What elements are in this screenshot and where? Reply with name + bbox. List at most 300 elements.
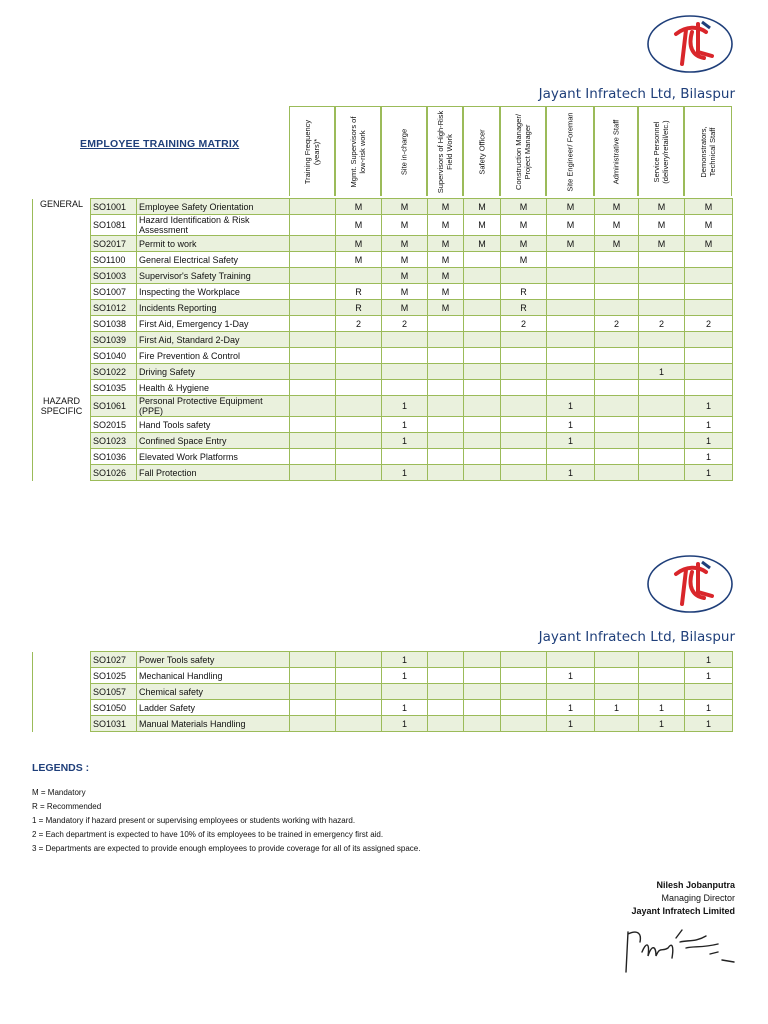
matrix-cell <box>595 364 639 380</box>
matrix-cell <box>639 684 685 700</box>
matrix-cell <box>428 684 464 700</box>
matrix-cell <box>290 652 336 668</box>
matrix-cell <box>501 684 547 700</box>
matrix-cell: M <box>382 215 428 236</box>
table-row <box>33 668 733 684</box>
matrix-cell: M <box>639 236 685 252</box>
matrix-cell: M <box>685 215 733 236</box>
matrix-cell: 1 <box>382 433 428 449</box>
signatory-company: Jayant Infratech Limited <box>631 906 735 916</box>
matrix-cell <box>290 449 336 465</box>
course-code: SO1022 <box>91 364 137 380</box>
matrix-cell <box>639 380 685 396</box>
course-code: SO1023 <box>91 433 137 449</box>
table-row <box>33 380 733 396</box>
matrix-cell <box>639 332 685 348</box>
matrix-cell <box>336 348 382 364</box>
matrix-cell: 1 <box>639 716 685 732</box>
page-title: EMPLOYEE TRAINING MATRIX <box>80 138 240 150</box>
course-code: SO1003 <box>91 268 137 284</box>
matrix-cell: 1 <box>382 417 428 433</box>
matrix-cell <box>428 652 464 668</box>
column-header <box>594 106 638 196</box>
column-header-label: Training Frequency (years)* <box>303 119 321 184</box>
matrix-cell <box>685 380 733 396</box>
matrix-cell <box>501 380 547 396</box>
matrix-cell: 1 <box>382 668 428 684</box>
matrix-cell <box>501 268 547 284</box>
matrix-cell <box>428 668 464 684</box>
matrix-cell <box>639 652 685 668</box>
matrix-cell <box>685 684 733 700</box>
matrix-cell <box>290 332 336 348</box>
course-code: SO2015 <box>91 417 137 433</box>
matrix-cell: 1 <box>685 417 733 433</box>
matrix-cell <box>290 396 336 417</box>
matrix-cell <box>501 700 547 716</box>
matrix-cell <box>290 284 336 300</box>
course-name: Inspecting the Workplace <box>137 284 290 300</box>
course-name: First Aid, Standard 2-Day <box>137 332 290 348</box>
column-header <box>381 106 427 196</box>
matrix-cell: M <box>428 199 464 215</box>
matrix-cell <box>501 364 547 380</box>
matrix-cell <box>595 652 639 668</box>
matrix-cell: M <box>336 236 382 252</box>
training-matrix-table-continued <box>32 651 733 732</box>
matrix-cell <box>428 380 464 396</box>
matrix-cell <box>685 300 733 316</box>
matrix-cell <box>595 284 639 300</box>
group-label: HAZARD SPECIFIC <box>33 396 91 481</box>
matrix-cell: 1 <box>547 716 595 732</box>
matrix-cell <box>547 284 595 300</box>
table-row <box>33 348 733 364</box>
matrix-cell <box>595 417 639 433</box>
matrix-cell <box>685 364 733 380</box>
matrix-cell: 1 <box>685 449 733 465</box>
table-row <box>33 684 733 700</box>
matrix-cell <box>290 684 336 700</box>
course-code: SO1057 <box>91 684 137 700</box>
course-name: Chemical safety <box>137 684 290 700</box>
group-label <box>33 652 91 732</box>
company-logo <box>646 552 734 616</box>
course-name: Health & Hygiene <box>137 380 290 396</box>
table-row <box>33 652 733 668</box>
matrix-cell: M <box>428 284 464 300</box>
course-code: SO1025 <box>91 668 137 684</box>
matrix-cell <box>547 684 595 700</box>
table-row <box>33 300 733 316</box>
matrix-cell <box>685 348 733 364</box>
matrix-cell <box>501 417 547 433</box>
matrix-cell <box>464 700 501 716</box>
course-name: Driving Safety <box>137 364 290 380</box>
course-code: SO2017 <box>91 236 137 252</box>
column-header <box>427 106 463 196</box>
course-name: Confined Space Entry <box>137 433 290 449</box>
matrix-cell <box>290 465 336 481</box>
matrix-cell <box>685 252 733 268</box>
matrix-cell <box>382 348 428 364</box>
matrix-cell: M <box>464 215 501 236</box>
matrix-cell <box>428 433 464 449</box>
matrix-cell <box>290 700 336 716</box>
matrix-cell <box>547 316 595 332</box>
matrix-cell <box>595 348 639 364</box>
matrix-cell <box>595 668 639 684</box>
matrix-cell <box>685 268 733 284</box>
matrix-cell <box>595 684 639 700</box>
column-header <box>546 106 594 196</box>
group-label: GENERAL <box>33 199 91 396</box>
table-row <box>33 433 733 449</box>
matrix-cell <box>290 300 336 316</box>
course-name: Hazard Identification & Risk Assessment <box>137 215 290 236</box>
column-header-label: Mgmt. Supervisors of low-risk work <box>349 116 367 187</box>
matrix-cell <box>290 433 336 449</box>
matrix-cell: M <box>547 215 595 236</box>
matrix-cell <box>595 332 639 348</box>
matrix-cell <box>290 316 336 332</box>
matrix-cell <box>428 332 464 348</box>
matrix-cell: M <box>595 199 639 215</box>
matrix-cell: 2 <box>639 316 685 332</box>
matrix-cell <box>501 465 547 481</box>
table-row <box>33 316 733 332</box>
matrix-cell <box>639 396 685 417</box>
course-code: SO1036 <box>91 449 137 465</box>
column-header <box>500 106 546 196</box>
matrix-cell <box>336 652 382 668</box>
course-code: SO1007 <box>91 284 137 300</box>
matrix-cell: M <box>501 252 547 268</box>
course-code: SO1100 <box>91 252 137 268</box>
column-header-label: Demonstrators, Technical Staff <box>699 125 717 178</box>
training-matrix-table <box>32 198 733 481</box>
table-row <box>33 236 733 252</box>
matrix-cell <box>547 348 595 364</box>
table-row <box>33 199 733 215</box>
column-header-label: Service Personnel (delivery/retail/etc.) <box>652 119 670 184</box>
table-row <box>33 215 733 236</box>
matrix-cell: 1 <box>547 433 595 449</box>
legend-line: 3 = Departments are expected to provide enough employees to provide coverage for all of its assigned space. <box>32 844 421 853</box>
matrix-cell <box>639 300 685 316</box>
matrix-cell <box>290 364 336 380</box>
matrix-cell: 1 <box>382 652 428 668</box>
matrix-cell <box>290 215 336 236</box>
signature-image <box>622 922 738 976</box>
matrix-cell <box>290 252 336 268</box>
matrix-cell <box>595 449 639 465</box>
matrix-cell: M <box>547 236 595 252</box>
matrix-cell: M <box>382 252 428 268</box>
course-name: Fall Protection <box>137 465 290 481</box>
matrix-cell: M <box>464 199 501 215</box>
matrix-cell: M <box>336 199 382 215</box>
signatory-role: Managing Director <box>661 893 735 903</box>
matrix-cell <box>685 332 733 348</box>
column-header <box>638 106 684 196</box>
matrix-cell <box>290 417 336 433</box>
course-code: SO1050 <box>91 700 137 716</box>
table-row <box>33 700 733 716</box>
column-header-label: Administrative Staff <box>611 119 621 184</box>
matrix-cell <box>547 449 595 465</box>
table-row <box>33 396 733 417</box>
matrix-cell <box>639 465 685 481</box>
matrix-cell <box>336 668 382 684</box>
matrix-cell <box>428 316 464 332</box>
course-name: Hand Tools safety <box>137 417 290 433</box>
matrix-cell <box>464 252 501 268</box>
matrix-cell <box>547 380 595 396</box>
matrix-cell <box>595 396 639 417</box>
matrix-cell: M <box>382 236 428 252</box>
legend-line: M = Mandatory <box>32 788 86 797</box>
matrix-cell <box>336 700 382 716</box>
matrix-cell <box>336 332 382 348</box>
matrix-cell <box>464 417 501 433</box>
matrix-cell: M <box>685 199 733 215</box>
legends-title: LEGENDS : <box>32 762 90 774</box>
matrix-cell <box>336 380 382 396</box>
matrix-cell <box>501 449 547 465</box>
column-header-label: Site Engineer/ Foreman <box>565 111 575 192</box>
column-header <box>463 106 500 196</box>
matrix-cell: M <box>382 268 428 284</box>
matrix-cell: 1 <box>547 396 595 417</box>
matrix-cell: M <box>685 236 733 252</box>
matrix-cell: M <box>428 252 464 268</box>
matrix-cell <box>464 668 501 684</box>
matrix-cell: M <box>336 252 382 268</box>
matrix-cell <box>501 348 547 364</box>
matrix-cell: 1 <box>685 396 733 417</box>
matrix-cell: 1 <box>547 465 595 481</box>
matrix-cell <box>639 252 685 268</box>
matrix-cell <box>501 396 547 417</box>
matrix-cell: 2 <box>501 316 547 332</box>
matrix-cell: 1 <box>382 700 428 716</box>
matrix-cell <box>639 284 685 300</box>
matrix-cell <box>595 268 639 284</box>
matrix-cell <box>290 236 336 252</box>
legend-line: R = Recommended <box>32 802 102 811</box>
matrix-cell: M <box>639 215 685 236</box>
course-code: SO1039 <box>91 332 137 348</box>
matrix-cell: M <box>639 199 685 215</box>
matrix-cell <box>290 668 336 684</box>
matrix-cell <box>290 268 336 284</box>
matrix-cell: 1 <box>639 364 685 380</box>
matrix-cell <box>639 417 685 433</box>
matrix-cell <box>382 684 428 700</box>
matrix-cell <box>290 348 336 364</box>
matrix-cell: 1 <box>547 700 595 716</box>
matrix-cell: 1 <box>382 465 428 481</box>
matrix-cell <box>428 716 464 732</box>
matrix-cell <box>336 465 382 481</box>
matrix-cell <box>501 668 547 684</box>
matrix-cell <box>595 433 639 449</box>
matrix-cell <box>639 668 685 684</box>
matrix-cell: 1 <box>685 433 733 449</box>
matrix-cell <box>464 652 501 668</box>
legend-line: 2 = Each department is expected to have 10% of its employees to be trained in emergency first aid. <box>32 830 384 839</box>
course-name: Ladder Safety <box>137 700 290 716</box>
matrix-cell: M <box>382 284 428 300</box>
column-header-label: Supervisors of High-Risk Field Work <box>436 110 454 193</box>
matrix-cell: 1 <box>382 716 428 732</box>
course-name: First Aid, Emergency 1-Day <box>137 316 290 332</box>
course-code: SO1026 <box>91 465 137 481</box>
course-code: SO1040 <box>91 348 137 364</box>
matrix-cell: M <box>428 300 464 316</box>
column-header <box>289 106 335 196</box>
course-name: Employee Safety Orientation <box>137 199 290 215</box>
matrix-cell <box>547 332 595 348</box>
signatory-name: Nilesh Jobanputra <box>656 880 735 890</box>
matrix-cell <box>464 380 501 396</box>
matrix-cell: M <box>595 236 639 252</box>
matrix-cell <box>547 252 595 268</box>
column-header <box>684 106 732 196</box>
matrix-cell: 2 <box>595 316 639 332</box>
matrix-cell <box>595 380 639 396</box>
matrix-cell: R <box>336 284 382 300</box>
matrix-cell <box>639 449 685 465</box>
matrix-cell <box>428 465 464 481</box>
matrix-cell <box>336 449 382 465</box>
matrix-cell <box>639 348 685 364</box>
matrix-cell: 1 <box>685 716 733 732</box>
matrix-cell: 1 <box>639 700 685 716</box>
matrix-cell <box>464 684 501 700</box>
matrix-cell <box>639 433 685 449</box>
matrix-cell <box>501 716 547 732</box>
company-name: Jayant Infratech Ltd, Bilaspur <box>538 86 735 102</box>
matrix-cell: 1 <box>547 417 595 433</box>
column-header <box>335 106 381 196</box>
matrix-cell <box>501 433 547 449</box>
course-name: Manual Materials Handling <box>137 716 290 732</box>
matrix-cell <box>464 332 501 348</box>
matrix-cell: 1 <box>685 700 733 716</box>
matrix-cell: M <box>595 215 639 236</box>
matrix-cell <box>428 700 464 716</box>
course-code: SO1027 <box>91 652 137 668</box>
matrix-cell: R <box>336 300 382 316</box>
matrix-cell <box>595 252 639 268</box>
matrix-cell <box>336 433 382 449</box>
matrix-cell: M <box>501 199 547 215</box>
matrix-cell <box>336 364 382 380</box>
matrix-cell: M <box>428 215 464 236</box>
table-row <box>33 417 733 433</box>
course-name: Permit to work <box>137 236 290 252</box>
matrix-cell <box>290 716 336 732</box>
matrix-cell <box>428 396 464 417</box>
matrix-cell <box>428 417 464 433</box>
course-name: Personal Protective Equipment (PPE) <box>137 396 290 417</box>
matrix-cell <box>382 332 428 348</box>
matrix-cell <box>428 449 464 465</box>
table-row <box>33 268 733 284</box>
course-code: SO1001 <box>91 199 137 215</box>
course-code: SO1035 <box>91 380 137 396</box>
matrix-cell <box>464 316 501 332</box>
matrix-cell <box>501 332 547 348</box>
matrix-cell <box>382 449 428 465</box>
matrix-cell: 1 <box>685 652 733 668</box>
matrix-cell: M <box>428 268 464 284</box>
course-code: SO1012 <box>91 300 137 316</box>
legend-line: 1 = Mandatory if hazard present or supervising employees or students working with hazard. <box>32 816 356 825</box>
table-row <box>33 465 733 481</box>
matrix-cell: M <box>428 236 464 252</box>
matrix-cell <box>595 465 639 481</box>
course-name: Elevated Work Platforms <box>137 449 290 465</box>
matrix-cell <box>336 268 382 284</box>
matrix-cell: M <box>336 215 382 236</box>
matrix-cell: 1 <box>595 700 639 716</box>
course-name: Power Tools safety <box>137 652 290 668</box>
course-code: SO1061 <box>91 396 137 417</box>
table-row <box>33 332 733 348</box>
table-row <box>33 252 733 268</box>
company-logo <box>646 12 734 76</box>
matrix-cell: M <box>501 215 547 236</box>
matrix-cell <box>290 380 336 396</box>
course-name: General Electrical Safety <box>137 252 290 268</box>
matrix-cell <box>595 716 639 732</box>
matrix-cell: 2 <box>336 316 382 332</box>
matrix-cell: M <box>382 199 428 215</box>
matrix-cell <box>464 284 501 300</box>
matrix-cell <box>464 268 501 284</box>
matrix-cell <box>336 396 382 417</box>
matrix-cell <box>290 199 336 215</box>
matrix-cell <box>464 716 501 732</box>
matrix-cell: M <box>382 300 428 316</box>
matrix-cell <box>547 300 595 316</box>
matrix-cell <box>547 364 595 380</box>
matrix-cell: 1 <box>547 668 595 684</box>
matrix-cell <box>547 268 595 284</box>
matrix-cell <box>639 268 685 284</box>
matrix-cell <box>336 417 382 433</box>
matrix-cell <box>685 284 733 300</box>
course-code: SO1031 <box>91 716 137 732</box>
matrix-cell <box>547 652 595 668</box>
column-header-label: Site in-charge <box>399 128 409 175</box>
matrix-cell <box>464 433 501 449</box>
matrix-cell <box>501 652 547 668</box>
matrix-cell <box>464 348 501 364</box>
course-name: Incidents Reporting <box>137 300 290 316</box>
column-header-label: Construction Manager/ Project Manager <box>514 113 532 190</box>
matrix-cell <box>336 684 382 700</box>
matrix-cell: R <box>501 300 547 316</box>
course-name: Supervisor's Safety Training <box>137 268 290 284</box>
course-code: SO1081 <box>91 215 137 236</box>
course-code: SO1038 <box>91 316 137 332</box>
matrix-cell <box>336 716 382 732</box>
matrix-cell: M <box>547 199 595 215</box>
